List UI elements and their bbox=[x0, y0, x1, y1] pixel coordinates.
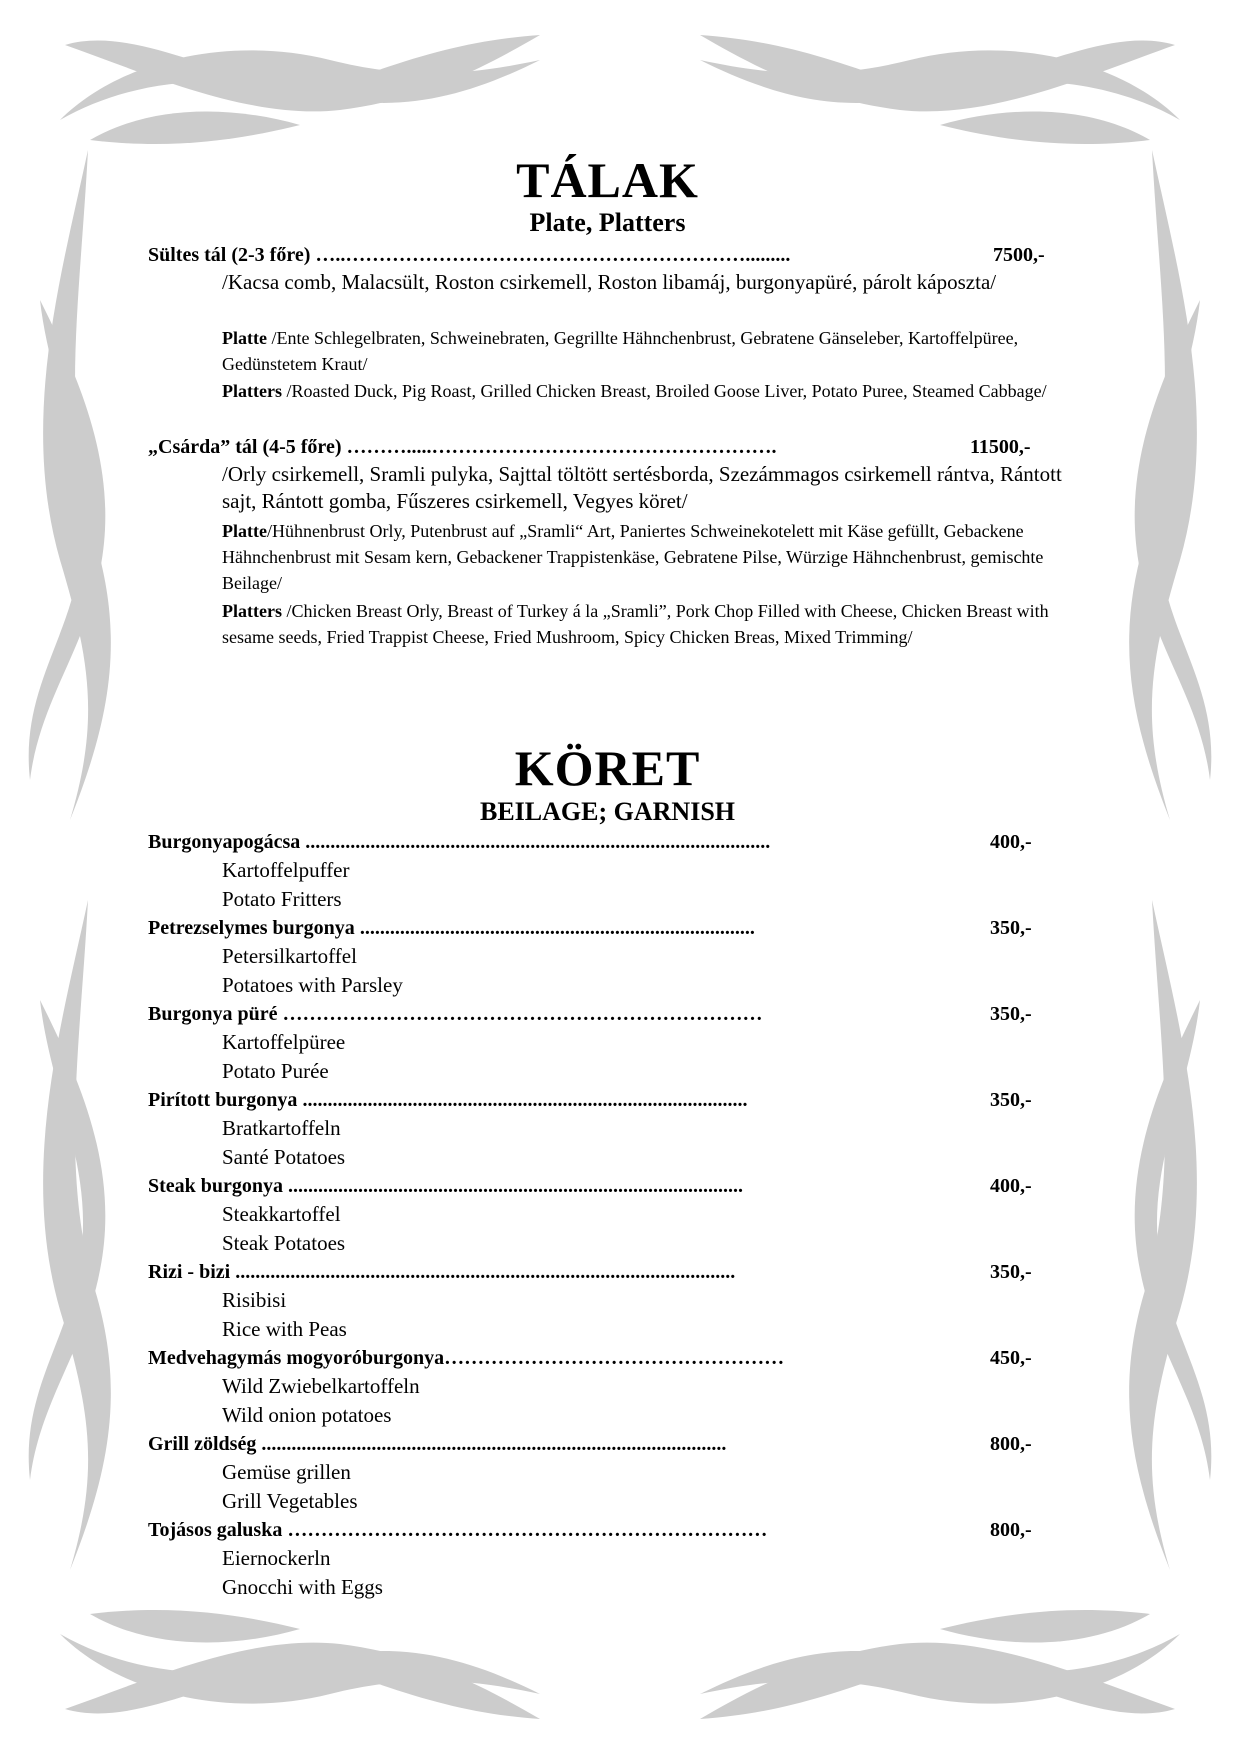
menu-item-name: Medvehagymás mogyoróburgonya…………………………………………… bbox=[148, 1347, 785, 1369]
menu-item-name-de: Petersilkartoffel bbox=[222, 944, 357, 968]
menu-item-name-en: Rice with Peas bbox=[222, 1317, 347, 1341]
menu-item-name: Steak burgonya ........................................................................................... bbox=[148, 1175, 744, 1197]
menu-item-price: 450,- bbox=[990, 1347, 1032, 1369]
menu-item-name: Pirított burgonya ......................................................................................... bbox=[148, 1089, 748, 1111]
menu-item-name: Sültes tál (2-3 főre) …..……………………………………………………......... bbox=[148, 244, 791, 266]
dot-leader: ........................................................................................... bbox=[283, 1175, 744, 1197]
menu-item-name-de: Risibisi bbox=[222, 1288, 287, 1312]
menu-item-name-de: Eiernockerln bbox=[222, 1546, 331, 1570]
menu-item-name: Petrezselymes burgonya ............................................................................... bbox=[148, 917, 755, 939]
menu-item-price: 350,- bbox=[990, 1089, 1032, 1111]
menu-item-name-de: Bratkartoffeln bbox=[222, 1116, 341, 1140]
dot-leader: …..……………………………………………………......... bbox=[310, 244, 791, 266]
menu-item-name: Grill zöldség ............................................................................................. bbox=[148, 1433, 727, 1455]
dot-leader: ……………………………………………………………… bbox=[282, 1519, 768, 1541]
menu-item-price: 11500,- bbox=[970, 436, 1031, 458]
menu-item-name-en: Gnocchi with Eggs bbox=[222, 1575, 383, 1599]
menu-item-description-hu: /Kacsa comb, Malacsült, Roston csirkemell, Roston libamáj, burgonyapüré, párolt káposzta/ bbox=[222, 270, 997, 294]
section-subtitle-talak: Plate, Platters bbox=[529, 208, 686, 237]
menu-item-name: „Csárda” tál (4-5 főre) ……….....……………………………………………. bbox=[148, 436, 777, 458]
section-title-talak: TÁLAK bbox=[516, 152, 699, 208]
menu-item-price: 350,- bbox=[990, 1003, 1032, 1025]
dot-leader: ……….....……………………………………………. bbox=[341, 436, 777, 458]
menu-item-name-de: Gemüse grillen bbox=[222, 1460, 351, 1484]
menu-item-name-de: Kartoffelpuffer bbox=[222, 858, 350, 882]
menu-item-description-en: Platters /Roasted Duck, Pig Roast, Grilled Chicken Breast, Broiled Goose Liver, Potato Puree, Steamed Cabbage/ bbox=[222, 381, 1047, 401]
dot-leader: …………………………………………… bbox=[444, 1347, 785, 1369]
menu-item-name-en: Wild onion potatoes bbox=[222, 1403, 392, 1427]
menu-item-name: Rizi - bizi .................................................................................................... bbox=[148, 1261, 736, 1283]
dot-leader: ............................................................................................. bbox=[300, 831, 771, 853]
menu-item-name: Burgonya püré ……………………………………………………………… bbox=[148, 1003, 763, 1025]
menu-item-name-en: Santé Potatoes bbox=[222, 1145, 346, 1169]
menu-item-price: 800,- bbox=[990, 1519, 1032, 1541]
menu-item-price: 350,- bbox=[990, 1261, 1032, 1283]
menu-item-name-en: Grill Vegetables bbox=[222, 1489, 358, 1513]
menu-item-name-de: Kartoffelpüree bbox=[222, 1030, 346, 1054]
section-subtitle-koret: BEILAGE; GARNISH bbox=[480, 797, 735, 826]
menu-item-name-de: Wild Zwiebelkartoffeln bbox=[222, 1374, 420, 1398]
menu-item-price: 7500,- bbox=[993, 244, 1045, 266]
menu-item-description-hu: /Orly csirkemell, Sramli pulyka, Sajttal töltött sertésborda, Szezámmagos csirkemell rántva, Rántott sajt, Rántott gomba, Fűszeres csirkemell, Vegyes köret/ bbox=[222, 462, 1062, 513]
section-title-koret: KÖRET bbox=[514, 740, 701, 796]
menu-item-description-de: Platte /Ente Schlegelbraten, Schweinebraten, Gegrillte Hähnchenbrust, Gebratene Gänseleber, Kartoffelpüree, Gedünstetem Kraut/ bbox=[222, 328, 1019, 374]
dot-leader: ............................................................................... bbox=[354, 917, 755, 939]
menu-item-name: Burgonyapogácsa ............................................................................................. bbox=[148, 831, 771, 853]
dot-leader: ......................................................................................... bbox=[297, 1089, 748, 1111]
menu-item-price: 400,- bbox=[990, 1175, 1032, 1197]
menu-item-description-en: Platters /Chicken Breast Orly, Breast of Turkey á la „Sramli”, Pork Chop Filled with Cheese, Chicken Breast with sesame seeds, Fried Trappist Cheese, Fried Mushroom, Spicy Chicken Breas, Mixed Trimming/ bbox=[222, 601, 1049, 647]
menu-item-name-en: Steak Potatoes bbox=[222, 1231, 346, 1255]
menu-item-name-en: Potato Fritters bbox=[222, 887, 342, 911]
menu-item-price: 400,- bbox=[990, 831, 1032, 853]
dot-leader: ……………………………………………………………… bbox=[277, 1003, 763, 1025]
dot-leader: ............................................................................................. bbox=[256, 1433, 727, 1455]
menu-item-name-en: Potato Purée bbox=[222, 1059, 329, 1083]
menu-item-name-en: Potatoes with Parsley bbox=[222, 973, 403, 997]
menu-item-price: 350,- bbox=[990, 917, 1032, 939]
menu-item-price: 800,- bbox=[990, 1433, 1032, 1455]
menu-item-description-de: Platte/Hühnenbrust Orly, Putenbrust auf „Sramli“ Art, Paniertes Schweinekotelett mit Käse gefüllt, Gebackene Hähnchenbrust mit Sesam kern, Gebackener Trappistenkäse, Gebratene Pilse, Würzige Hähnchenbrust, gemischte Beilage/ bbox=[222, 521, 1044, 593]
menu-item-name: Tojásos galuska ……………………………………………………………… bbox=[148, 1519, 768, 1541]
menu-item-name-de: Steakkartoffel bbox=[222, 1202, 341, 1226]
dot-leader: .................................................................................................... bbox=[230, 1261, 736, 1283]
